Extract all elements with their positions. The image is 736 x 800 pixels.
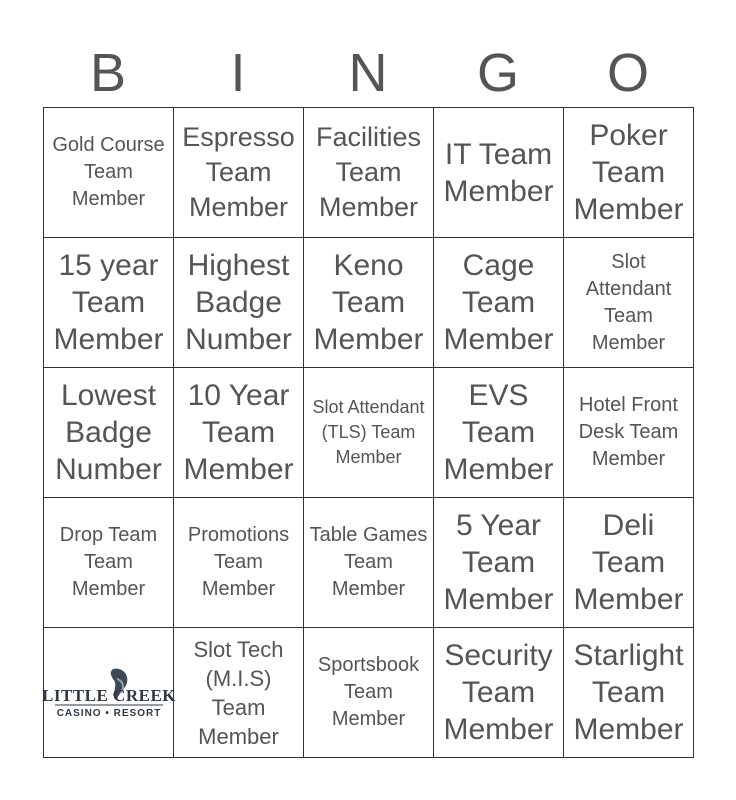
cell-label: Starlight Team Member: [573, 639, 684, 746]
cell-label: Lowest Badge Number: [55, 379, 162, 486]
cell-label: 15 year Team Member: [53, 249, 164, 356]
bingo-board: [43, 107, 694, 758]
cell-label: 10 Year Team Member: [183, 379, 294, 486]
cell-label: Poker Team Member: [573, 119, 684, 226]
cell-label: IT Team Member: [443, 137, 554, 208]
bingo-cell-o5[interactable]: [564, 628, 694, 758]
cell-label: Keno Team Member: [313, 249, 424, 356]
cell-label: Slot Attendant (TLS) Team Member: [312, 397, 425, 467]
bingo-cell-g4[interactable]: [434, 498, 564, 628]
bingo-cell-o2[interactable]: [564, 238, 694, 368]
bingo-cell-n1[interactable]: [304, 108, 434, 238]
header-letter-b: B: [89, 43, 127, 103]
cell-label: Deli Team Member: [573, 509, 684, 616]
bingo-cell-g5[interactable]: [434, 628, 564, 758]
bingo-cell-o4[interactable]: [564, 498, 694, 628]
bingo-cell-i1[interactable]: [174, 108, 304, 238]
cell-label: Gold Course Team Member: [52, 134, 165, 210]
bingo-cell-o1[interactable]: [564, 108, 694, 238]
bingo-cell-g2[interactable]: [434, 238, 564, 368]
logo-wordmark: LITTLE CREEK: [41, 685, 176, 705]
cell-label: Promotions Team Member: [187, 524, 290, 600]
cell-label: Sportsbook Team Member: [317, 654, 420, 730]
cell-label: Slot Attendant Team Member: [585, 250, 672, 354]
bingo-cell-b4[interactable]: [44, 498, 174, 628]
cell-label: Facilities Team Member: [315, 122, 422, 222]
bingo-cell-b2[interactable]: [44, 238, 174, 368]
cell-label: Cage Team Member: [443, 249, 554, 356]
cell-label: Espresso Team Member: [182, 122, 295, 222]
cell-label: Highest Badge Number: [185, 249, 292, 356]
cell-label: 5 Year Team Member: [443, 509, 554, 616]
bingo-cell-b1[interactable]: [44, 108, 174, 238]
bingo-cell-n3[interactable]: [304, 368, 434, 498]
bingo-cell-o3[interactable]: [564, 368, 694, 498]
bingo-cell-i2[interactable]: [174, 238, 304, 368]
bingo-cell-i4[interactable]: [174, 498, 304, 628]
bingo-cell-i5[interactable]: [174, 628, 304, 758]
header-letter-o: O: [606, 43, 649, 103]
cell-label: Hotel Front Desk Team Member: [578, 394, 679, 470]
header-letter-n: N: [348, 43, 388, 103]
cell-label: Slot Tech (M.I.S) Team Member: [193, 636, 284, 749]
bingo-cell-n2[interactable]: [304, 238, 434, 368]
bingo-cell-n4[interactable]: [304, 498, 434, 628]
bingo-cell-g3[interactable]: [434, 368, 564, 498]
cell-label: EVS Team Member: [443, 379, 554, 486]
bingo-cell-i3[interactable]: [174, 368, 304, 498]
bingo-cell-b5-logo[interactable]: [41, 628, 176, 758]
cell-label: Table Games Team Member: [309, 524, 428, 600]
header-letter-i: I: [230, 43, 246, 103]
cell-label: Drop Team Team Member: [59, 524, 158, 600]
bingo-cell-b3[interactable]: [44, 368, 174, 498]
logo-subtitle: CASINO • RESORT: [56, 707, 161, 719]
little-creek-logo: [41, 665, 176, 721]
bingo-header: [43, 40, 693, 106]
cell-label: Security Team Member: [443, 639, 554, 746]
bingo-cell-g1[interactable]: [434, 108, 564, 238]
bingo-cell-n5[interactable]: [304, 628, 434, 758]
header-letter-g: G: [476, 43, 519, 103]
